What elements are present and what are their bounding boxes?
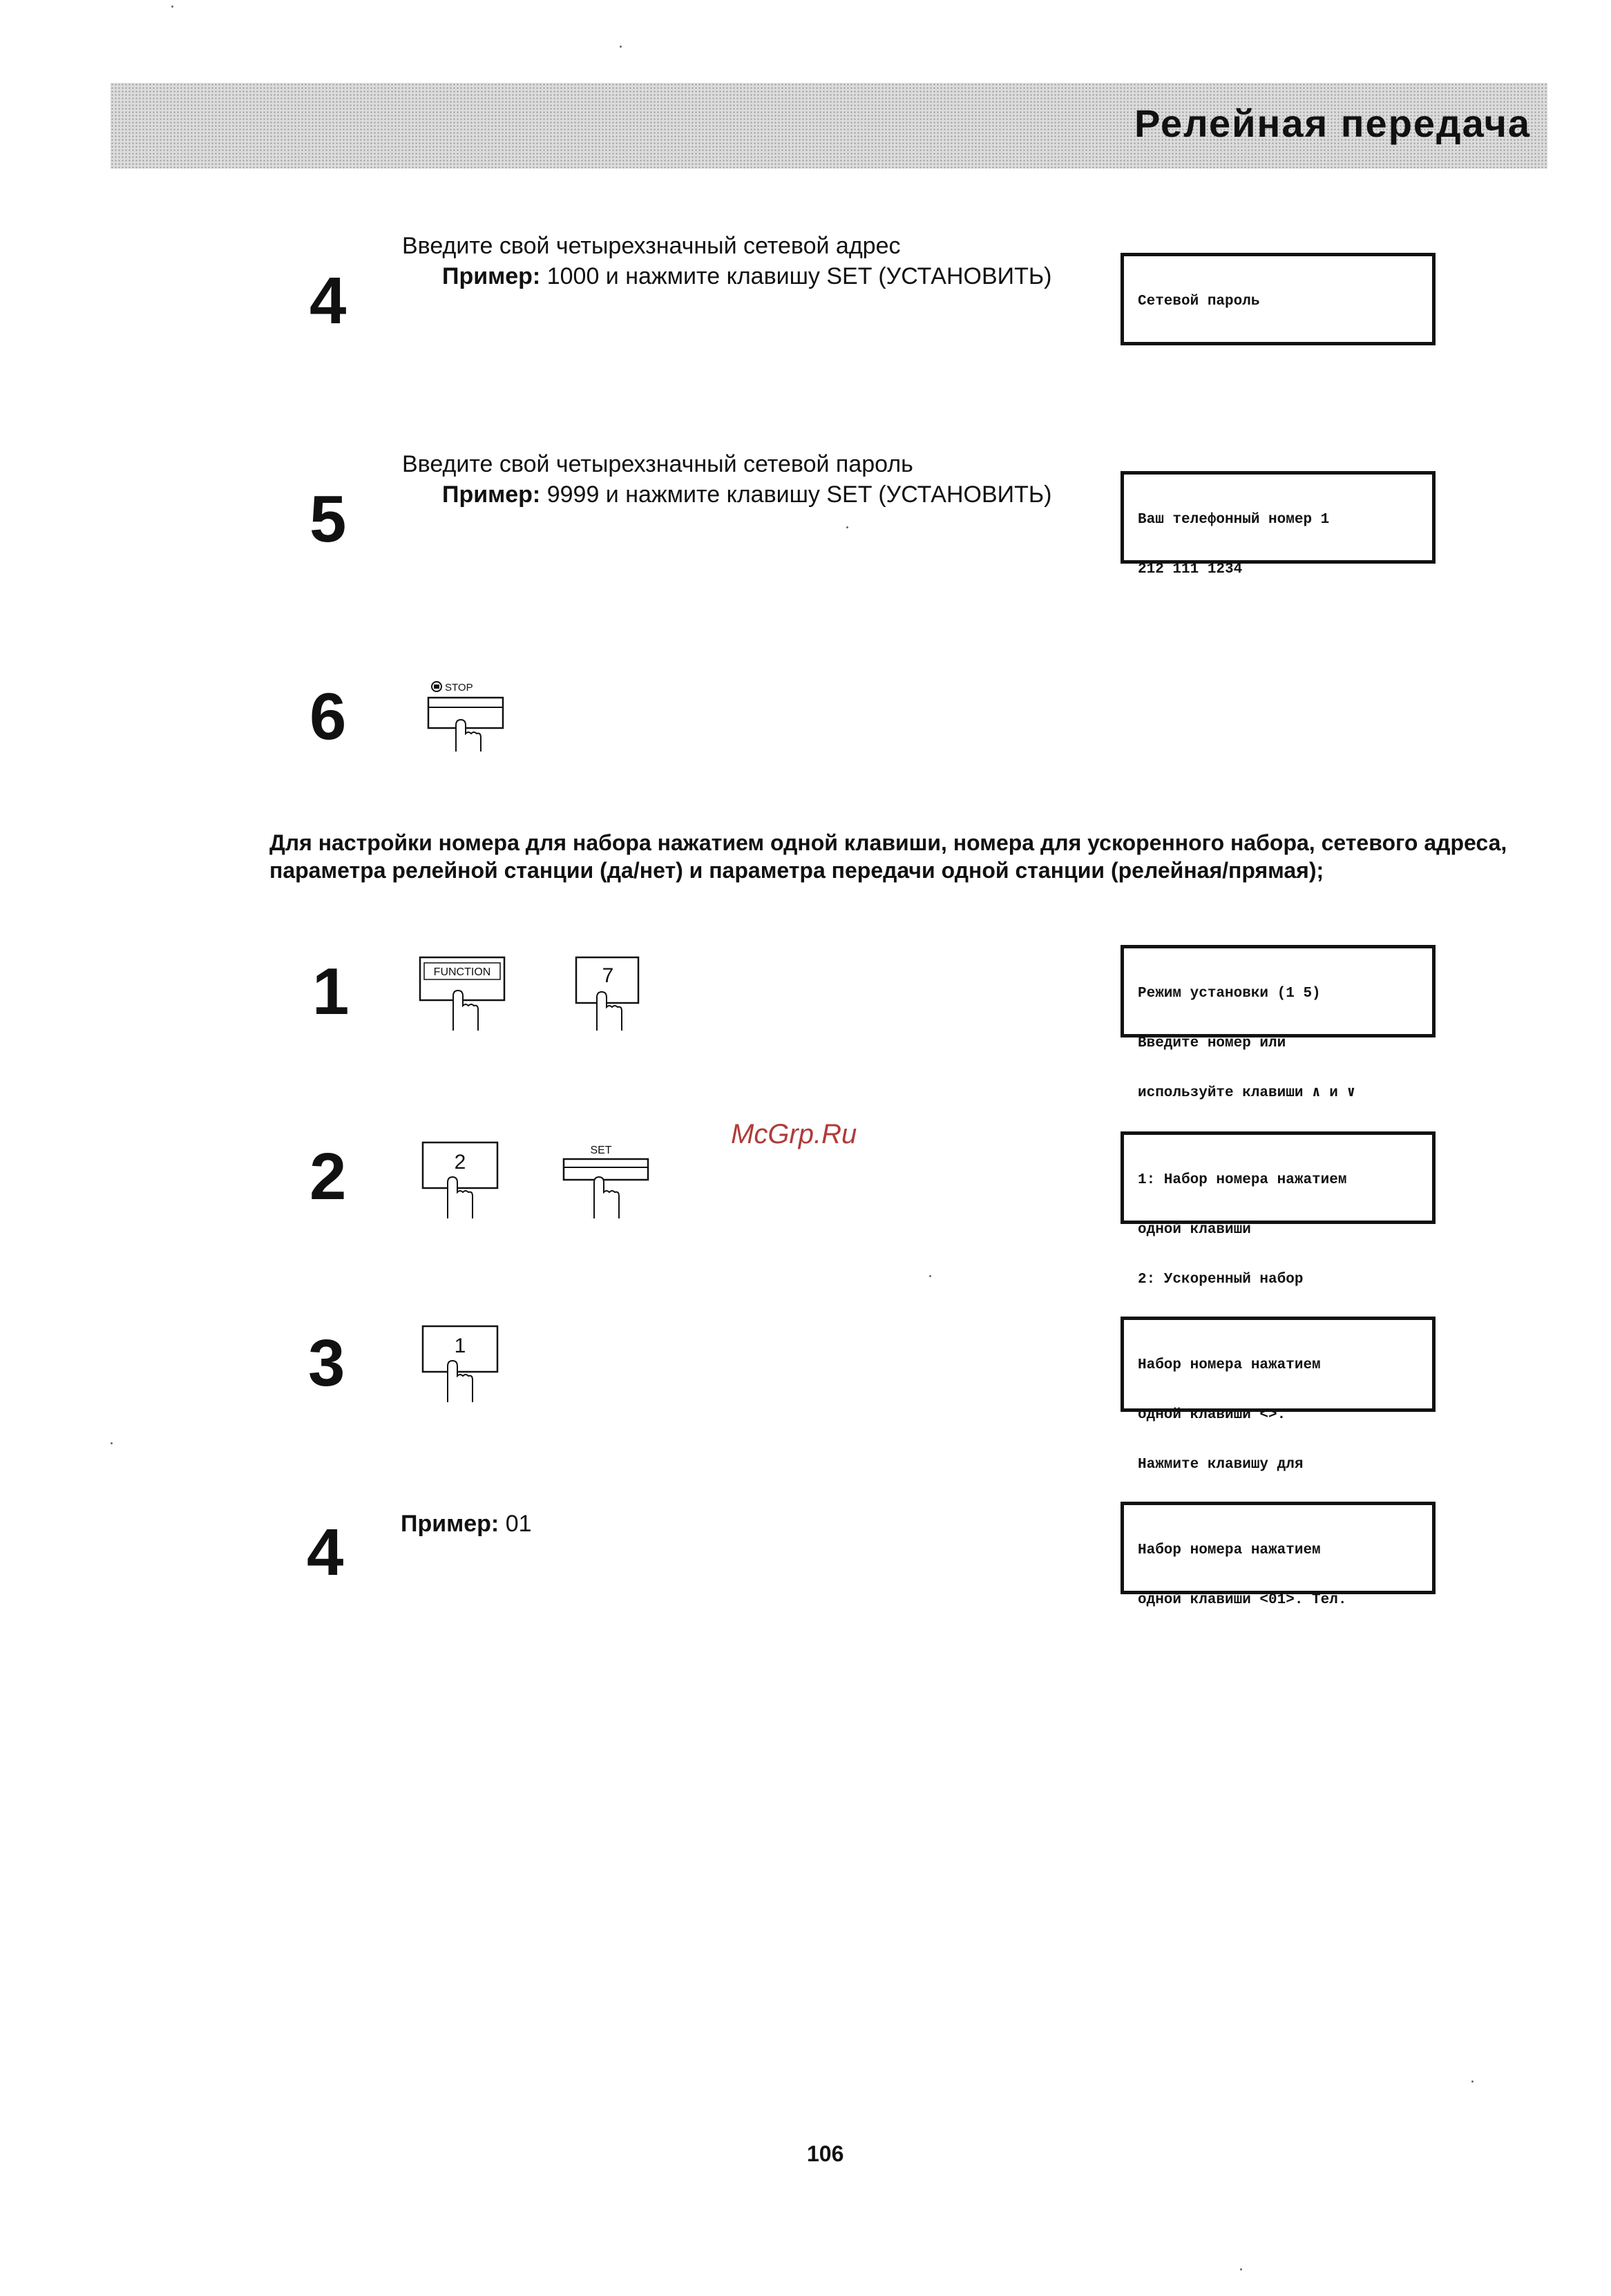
- step-instruction: [402, 231, 1052, 291]
- scan-speck: [171, 6, 173, 8]
- header-banner: [111, 83, 1547, 169]
- instruction-line: Введите свой четырехзначный сетевой пароль: [402, 451, 913, 477]
- key-7[interactable]: [573, 955, 642, 1032]
- lcd-line: 1: Набор номера нажатием: [1138, 1172, 1347, 1188]
- lcd-display: [1121, 1317, 1436, 1473]
- key-2-label: 2: [454, 1151, 466, 1174]
- lcd-line: 2: Ускоренный набор: [1138, 1272, 1304, 1288]
- stop-key-icon: [423, 677, 506, 753]
- lcd-display: [1121, 1131, 1436, 1288]
- scan-speck: [1240, 2268, 1242, 2270]
- page-title: Релейная передача: [1134, 102, 1531, 145]
- example-text: 01: [499, 1511, 532, 1537]
- lcd-line: одной клавиши <>.: [1138, 1407, 1286, 1423]
- lcd-display: [1121, 1502, 1436, 1608]
- example-text: 9999 и нажмите клавишу SET (УСТАНОВИТЬ): [540, 481, 1052, 508]
- set-key[interactable]: [560, 1140, 652, 1220]
- lcd-display: [1121, 945, 1436, 1101]
- instruction-example: [402, 261, 1052, 291]
- lcd-line: Сетевой пароль: [1138, 294, 1260, 309]
- set-key-icon: [560, 1140, 652, 1220]
- step-number: 4: [309, 264, 347, 338]
- example-label: Пример:: [442, 263, 541, 289]
- key-1-icon: [420, 1323, 500, 1404]
- function-key-label: FUNCTION: [433, 966, 491, 978]
- key-7-icon: [573, 955, 642, 1032]
- instruction-paragraph: Для настройки номера для набора нажатием одной клавиши, номера для ускоренного набора, сетевого адреса, параметра релейной станции (да/нет) и параметра передачи одной станции (релейная/прямая);: [269, 830, 1507, 883]
- step-number: 6: [309, 680, 347, 754]
- function-key-icon: [417, 955, 507, 1032]
- lcd-line: одной клавиши: [1138, 1222, 1251, 1238]
- key-7-label: 7: [602, 964, 614, 987]
- example-label: Пример:: [442, 481, 541, 508]
- function-key[interactable]: [417, 955, 507, 1032]
- scan-speck: [929, 1275, 931, 1277]
- page-number: 106: [807, 2141, 844, 2166]
- step-number: 5: [309, 482, 347, 556]
- step-number: 2: [309, 1140, 347, 1214]
- key-2[interactable]: [420, 1140, 500, 1220]
- step-number: 1: [312, 955, 350, 1029]
- key-2-icon: [420, 1140, 500, 1220]
- lcd-display: [1121, 253, 1436, 345]
- instruction-example: [402, 479, 1052, 510]
- set-key-label: SET: [590, 1145, 612, 1156]
- step-number: 3: [308, 1326, 345, 1400]
- scan-speck: [1471, 2080, 1474, 2083]
- stop-key-label: STOP: [445, 682, 473, 693]
- step-instruction: [402, 449, 1052, 510]
- scan-speck: [111, 1442, 113, 1444]
- stop-key[interactable]: [423, 677, 506, 753]
- lcd-line: Набор номера нажатием: [1138, 1357, 1321, 1373]
- lcd-line: Введите номер или: [1138, 1035, 1286, 1051]
- watermark: McGrp.Ru: [731, 1119, 857, 1149]
- instruction-line: Введите свой четырехзначный сетевой адрес: [402, 233, 901, 259]
- lcd-line: Нажмите клавишу для: [1138, 1457, 1304, 1473]
- lcd-line: Ваш телефонный номер 1: [1138, 512, 1330, 528]
- lcd-line: 212 111 1234: [1138, 562, 1243, 577]
- lcd-line: одной клавиши <01>. Тел.: [1138, 1592, 1347, 1608]
- example-text: 1000 и нажмите клавишу SET (УСТАНОВИТЬ): [540, 263, 1052, 289]
- step-number: 4: [307, 1515, 344, 1589]
- lcd-line: Режим установки (1 5): [1138, 986, 1321, 1002]
- example-label: Пример:: [401, 1511, 499, 1537]
- scan-speck: [846, 526, 848, 528]
- lcd-line: используйте клавиши ∧ и ∨: [1138, 1085, 1356, 1101]
- lcd-display: [1121, 471, 1436, 577]
- step-instruction: [401, 1509, 532, 1539]
- key-1[interactable]: [420, 1323, 500, 1404]
- key-1-label: 1: [454, 1334, 466, 1357]
- scan-speck: [620, 46, 622, 48]
- lcd-line: Набор номера нажатием: [1138, 1542, 1321, 1558]
